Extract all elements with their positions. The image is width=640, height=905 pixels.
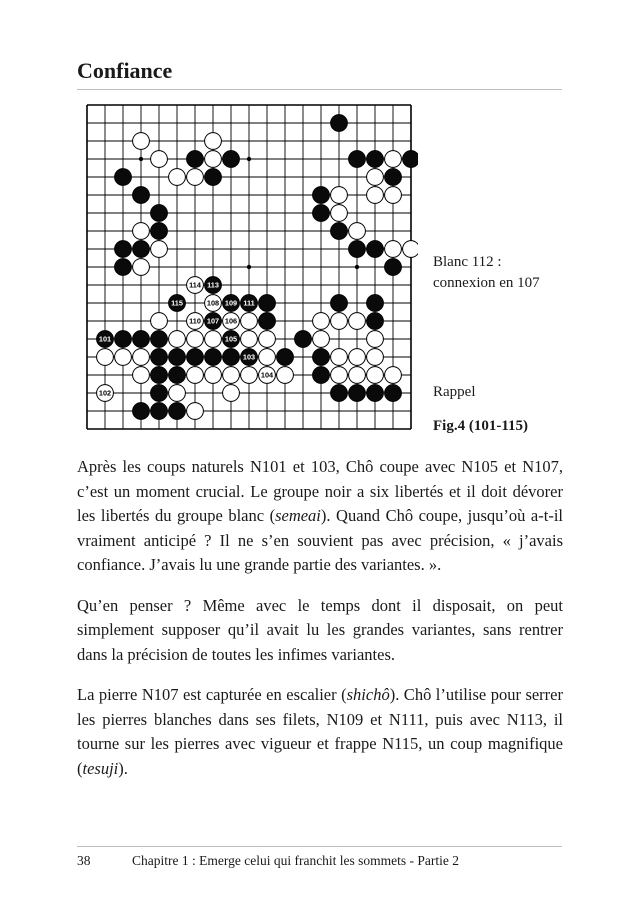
white-stone	[241, 367, 258, 384]
black-stone	[259, 295, 276, 312]
black-stone	[295, 331, 312, 348]
move-number: 102	[98, 388, 112, 398]
white-stone	[133, 367, 150, 384]
paragraph-2	[77, 594, 563, 668]
white-stone	[331, 313, 348, 330]
black-stone	[331, 223, 348, 240]
black-stone	[205, 169, 222, 186]
move-number: 108	[206, 298, 220, 308]
black-stone	[367, 313, 384, 330]
annotation-reminder: Rappel	[433, 384, 476, 400]
white-stone	[205, 151, 222, 168]
footer-divider	[77, 846, 562, 847]
black-stone	[115, 169, 132, 186]
white-stone	[385, 151, 402, 168]
italic-term: semeai	[275, 506, 321, 525]
black-stone	[151, 349, 168, 366]
black-stone	[151, 205, 168, 222]
annotation-line-1: Blanc 112 :	[433, 254, 502, 270]
black-stone	[331, 385, 348, 402]
italic-term: shichô	[346, 685, 390, 704]
white-stone	[169, 331, 186, 348]
white-stone	[349, 367, 366, 384]
black-stone	[133, 403, 150, 420]
black-stone	[151, 403, 168, 420]
move-number: 104	[260, 370, 274, 380]
black-stone	[385, 259, 402, 276]
black-stone	[403, 151, 418, 168]
white-stone	[331, 367, 348, 384]
black-stone	[313, 349, 330, 366]
black-stone	[385, 385, 402, 402]
move-number: 107	[206, 316, 220, 326]
white-stone	[349, 223, 366, 240]
white-stone	[115, 349, 132, 366]
white-stone	[133, 133, 150, 150]
white-stone	[367, 331, 384, 348]
move-number: 103	[242, 352, 256, 362]
black-stone	[331, 295, 348, 312]
white-stone	[223, 367, 240, 384]
annotation-line-2: connexion en 107	[433, 275, 540, 291]
white-stone	[133, 259, 150, 276]
move-number: 115	[171, 298, 183, 308]
running-head: Chapitre 1 : Emerge celui qui franchit les sommets - Partie 2	[132, 853, 460, 868]
star-point	[139, 157, 143, 161]
star-point	[355, 265, 359, 269]
white-stone	[385, 187, 402, 204]
white-stone	[223, 385, 240, 402]
body-text	[77, 455, 563, 797]
black-stone	[115, 259, 132, 276]
black-stone	[151, 367, 168, 384]
black-stone	[259, 313, 276, 330]
white-stone	[403, 241, 418, 258]
figure-caption: Fig.4 (101-115)	[433, 418, 528, 434]
black-stone	[349, 151, 366, 168]
black-stone	[205, 349, 222, 366]
move-number: 105	[224, 334, 238, 344]
white-stone	[331, 187, 348, 204]
white-stone	[241, 313, 258, 330]
black-stone	[133, 187, 150, 204]
black-stone	[349, 385, 366, 402]
text-run: La pierre N107 est capturée en escalier (	[77, 685, 347, 704]
page-title: Confiance	[77, 58, 173, 83]
white-stone	[169, 169, 186, 186]
black-stone	[367, 151, 384, 168]
white-stone	[241, 331, 258, 348]
go-board-diagram	[80, 98, 418, 436]
black-stone	[277, 349, 294, 366]
white-stone	[367, 187, 384, 204]
black-stone	[115, 241, 132, 258]
black-stone	[223, 151, 240, 168]
black-stone	[313, 205, 330, 222]
annotation-white-112	[433, 252, 540, 294]
black-stone	[187, 349, 204, 366]
white-stone	[151, 313, 168, 330]
text-run: Qu’en penser ? Même avec le temps dont il disposait, on peut simplement supposer qu’il avait lu les grandes variantes, sans rentrer dans la précision de toutes les infimes variantes.	[77, 595, 563, 664]
black-stone	[151, 331, 168, 348]
black-stone	[133, 331, 150, 348]
white-stone	[367, 349, 384, 366]
paragraph-1	[77, 455, 563, 578]
black-stone	[367, 241, 384, 258]
black-stone	[331, 115, 348, 132]
black-stone	[151, 223, 168, 240]
white-stone	[349, 313, 366, 330]
white-stone	[187, 367, 204, 384]
white-stone	[349, 349, 366, 366]
page-number: 38	[77, 853, 91, 868]
italic-term: tesuji	[82, 758, 119, 778]
white-stone	[385, 367, 402, 384]
white-stone	[277, 367, 294, 384]
white-stone	[187, 169, 204, 186]
move-number: 111	[243, 298, 255, 308]
move-number: 114	[189, 280, 201, 290]
white-stone	[385, 241, 402, 258]
move-number: 113	[207, 280, 219, 290]
white-stone	[313, 313, 330, 330]
black-stone	[367, 385, 384, 402]
white-stone	[367, 169, 384, 186]
black-stone	[187, 151, 204, 168]
white-stone	[259, 349, 276, 366]
move-number: 106	[224, 316, 238, 326]
white-stone	[133, 223, 150, 240]
move-number: 110	[189, 316, 201, 326]
white-stone	[205, 367, 222, 384]
move-number: 101	[98, 334, 112, 344]
title-divider	[77, 89, 562, 90]
text-run: ).	[118, 758, 128, 778]
white-stone	[169, 385, 186, 402]
move-number: 109	[224, 298, 238, 308]
black-stone	[223, 349, 240, 366]
black-stone	[151, 385, 168, 402]
black-stone	[169, 403, 186, 420]
text-run: ). Chô l’utilise pour serrer les pierres blanches dans ses filets, N109 et N111, puis avec N113, il tourne sur les pierres avec vigueur et frappe N115, un coup magnifique (	[77, 685, 563, 778]
black-stone	[349, 241, 366, 258]
black-stone	[133, 241, 150, 258]
white-stone	[133, 349, 150, 366]
white-stone	[187, 403, 204, 420]
white-stone	[259, 331, 276, 348]
paragraph-3	[77, 683, 563, 781]
black-stone	[169, 367, 186, 384]
black-stone	[385, 169, 402, 186]
white-stone	[187, 331, 204, 348]
star-point	[247, 265, 251, 269]
text-run: Après les coups naturels N101 et 103, Chô coupe avec N105 et N107, c’est un moment crucial. Le groupe noir a six libertés et il doit dévorer les libertés du groupe blanc (	[77, 457, 563, 525]
black-stone	[169, 349, 186, 366]
white-stone	[367, 367, 384, 384]
black-stone	[115, 331, 132, 348]
white-stone	[331, 205, 348, 222]
white-stone	[151, 151, 168, 168]
white-stone	[205, 331, 222, 348]
white-stone	[151, 241, 168, 258]
white-stone	[331, 349, 348, 366]
text-run: ). Quand Chô coupe, jusqu’où a-t-il vraiment anticipé ? Il ne s’en souvient pas avec précision, « j’avais confiance. J’avais lu une grande partie des variantes. ».	[77, 506, 563, 574]
white-stone	[97, 349, 114, 366]
black-stone	[313, 367, 330, 384]
star-point	[247, 157, 251, 161]
black-stone	[367, 295, 384, 312]
white-stone	[313, 331, 330, 348]
black-stone	[313, 187, 330, 204]
white-stone	[205, 133, 222, 150]
